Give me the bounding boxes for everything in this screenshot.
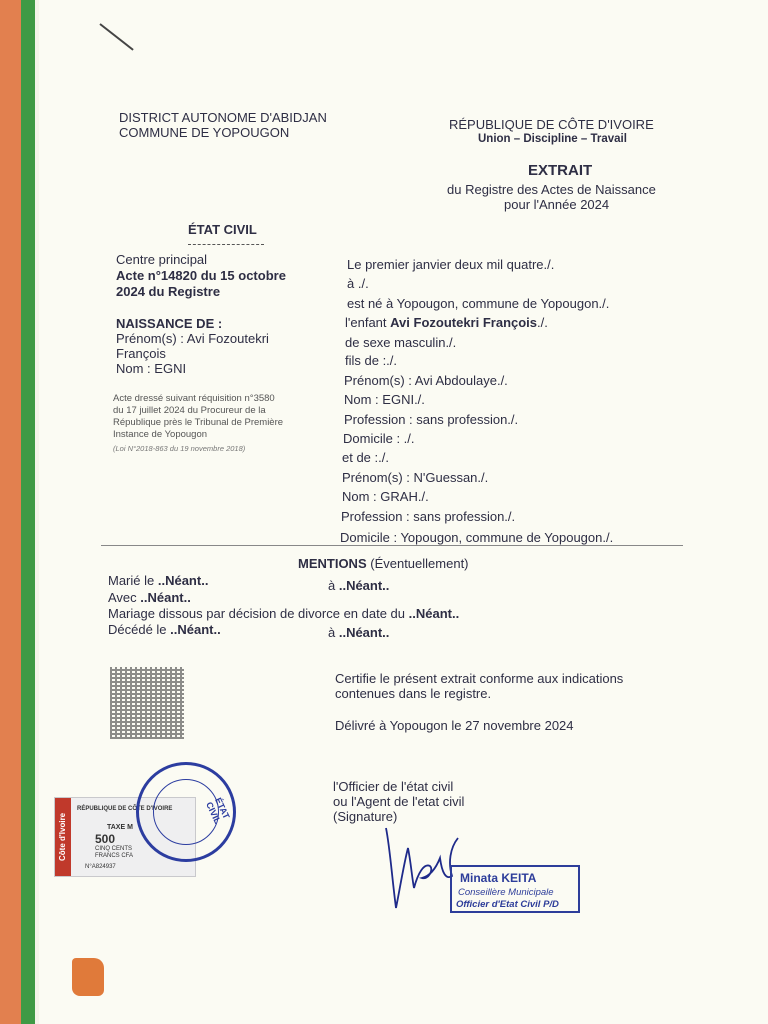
country-title: RÉPUBLIQUE DE CÔTE D'IVOIRE [449,117,654,132]
centre-principal: Centre principal [116,252,208,267]
mother-prenom: Prénom(s) : N'Guessan./. [342,470,489,485]
mentions-title: MENTIONS [298,556,367,571]
requisition-line1: Acte dressé suivant réquisition n°3580 [113,393,275,404]
mother-profession: Profession : sans profession./. [341,509,516,524]
father-prenom: Prénom(s) : Avi Abdoulaye./. [344,373,508,388]
acte-line1: Acte n°14820 du 15 octobre [116,268,286,283]
mention-a2 [328,625,389,640]
mention-dissous-label: Mariage dissous par décision de divorce en date du [108,606,409,621]
orange-stain [72,958,104,996]
stamp-area [52,760,252,880]
flag-stripe-orange [0,0,21,1024]
etat-civil-heading: ÉTAT CIVIL [188,222,257,237]
extrait-sub2: pour l'Année 2024 [504,197,610,212]
qr-code [110,667,184,739]
mother-nom: Nom : GRAH./. [342,489,429,504]
enfant-prefix: l'enfant [345,315,391,330]
body-line-date: Le premier janvier deux mil quatre./. [347,257,555,272]
requisition-line3: République près le Tribunal de Première [113,417,284,428]
mention-marie-label: Marié le [108,573,158,588]
enfant-suffix: ./. [537,315,548,330]
requisition-line2: du 17 juillet 2024 du Procureur de la [113,405,266,416]
fiscal-serial: N°A824937 [85,864,116,870]
mention-marie-value: ..Néant.. [157,573,209,588]
delivre-line: Délivré à Yopougon le 27 novembre 2024 [335,718,574,733]
round-seal [136,762,236,862]
certif-line1: Certifie le présent extrait conforme aux indications [335,671,624,686]
body-line-ne: est né à Yopougon, commune de Yopougon./. [347,296,610,311]
fiscal-side-label: Côte d'Ivoire [55,798,71,876]
fiscal-taxe: TAXE M [107,824,133,831]
mention-dissous-value: ..Néant.. [408,606,460,621]
fiscal-amount-words: CINQ CENTS [95,846,133,852]
extrait-sub1: du Registre des Actes de Naissance [447,182,656,197]
prenom-line2: François [116,346,166,361]
body-line-enfant [345,315,548,330]
stamp-role1: Conseillère Municipale [458,887,554,898]
mention-decede-label: Décédé le [108,622,171,637]
mention-avec-value: ..Néant.. [140,590,191,605]
mention-decede [108,622,221,637]
mention-a1-label: à [328,578,339,593]
seal-ring-text: ÉTAT CIVIL [204,796,232,826]
fiscal-currency: FRANCS CFA [95,853,134,859]
mother-domicile: Domicile : Yopougon, commune de Yopougon./. [340,530,614,545]
nom-left: Nom : EGNI [116,361,187,376]
district-line2: COMMUNE DE YOPOUGON [119,125,290,140]
flag-stripe-white [35,0,39,1024]
mention-dissous [108,606,459,621]
mention-a1-value: ..Néant.. [338,578,390,593]
naissance-heading: NAISSANCE DE : [116,316,223,331]
body-line-fils: fils de :./. [345,353,398,368]
stamp-role2: Officier d'Etat Civil P/D [456,899,559,910]
mentions-heading [298,556,469,571]
stamp-name: Minata KEITA [460,871,537,885]
fiscal-amount: 500 [95,832,116,846]
mention-marie [108,573,208,588]
body-line-et-de: et de :./. [342,450,389,465]
father-profession: Profession : sans profession./. [344,412,519,427]
officier-line2: ou l'Agent de l'etat civil [333,794,465,809]
mentions-subtitle: (Éventuellement) [366,556,469,571]
mention-avec [108,590,191,605]
district-line1: DISTRICT AUTONOME D'ABIDJAN [119,110,327,125]
official-stamp [450,865,580,913]
body-line-a: à ./. [347,276,369,291]
officier-line1: l'Officier de l'état civil [333,779,454,794]
father-nom: Nom : EGNI./. [344,392,425,407]
signature-label: (Signature) [333,809,398,824]
body-line-sexe: de sexe masculin./. [345,335,457,350]
fiscal-republique: RÉPUBLIQUE DE CÔTE D'IVOIRE [77,806,173,812]
extrait-title: EXTRAIT [528,162,593,179]
acte-line2: 2024 du Registre [116,284,221,299]
mention-a2-value: ..Néant.. [338,625,390,640]
mention-avec-label: Avec [108,590,141,605]
motto: Union – Discipline – Travail [478,133,627,145]
mention-decede-value: ..Néant.. [170,622,221,637]
father-domicile: Domicile : ./. [343,431,415,446]
flag-stripe-green [21,0,35,1024]
requisition-line4: Instance de Yopougon [113,429,208,440]
certif-line2: contenues dans le registre. [335,686,492,701]
pen-mark [99,23,133,50]
mention-a1 [328,578,389,593]
prenom-line1: Prénom(s) : Avi Fozoutekri [116,331,269,346]
mentions-divider [101,545,683,546]
law-reference: (Loi N°2018-863 du 19 novembre 2018) [113,444,246,453]
enfant-name: Avi Fozoutekri François [390,315,538,330]
mention-a2-label: à [328,625,339,640]
etat-civil-underline [188,244,264,245]
